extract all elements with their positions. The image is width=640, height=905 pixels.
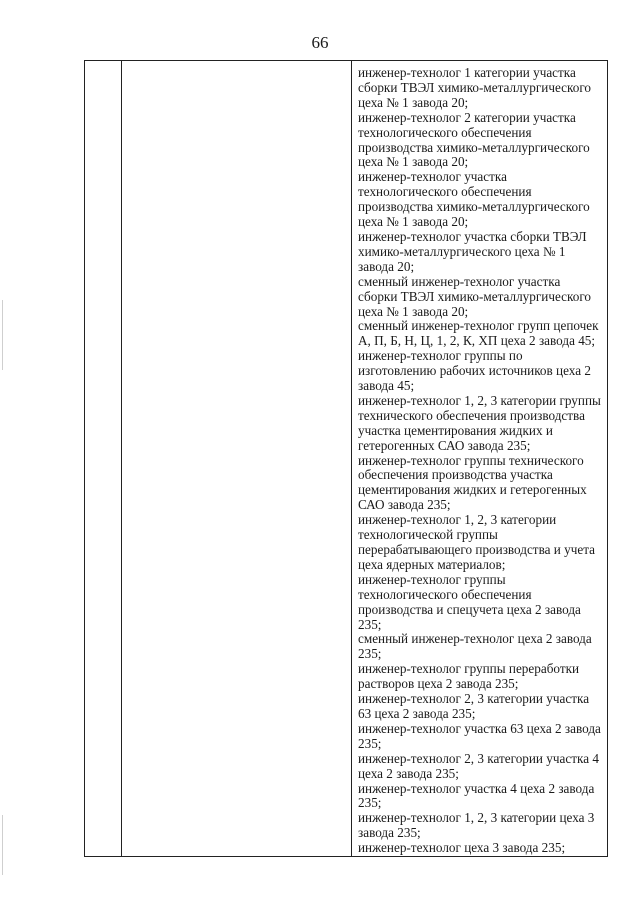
document-table xyxy=(84,60,608,857)
list-item: инженер-технолог участка сборки ТВЭЛ химико-металлургического цеха № 1 завода 20; xyxy=(358,228,587,274)
list-item: инженер-технолог 2, 3 категории участка 63 цеха 2 завода 235; xyxy=(358,691,590,721)
list-item: инженер-технолог 1, 2, 3 категории группы технического обеспечения производства участка цементирования жидких и гетерогенных САО завода 235; xyxy=(358,392,601,453)
list-item: инженер-технолог участка 63 цеха 2 завода 235; xyxy=(358,720,601,751)
list-item: инженер-технолог 1, 2, 3 категории цеха 3 завода 235; xyxy=(358,810,595,841)
list-item: инженер-технолог группы по изготовлению рабочих источников цеха 2 завода 45; xyxy=(358,348,591,394)
scan-edge-mark xyxy=(2,815,3,875)
list-item: инженер-технолог 2, 3 категории участка 4 цеха 2 завода 235; xyxy=(358,750,599,781)
list-item: инженер-технолог участка технологического обеспечения производства химико-металлургического цеха № 1 завода 20; xyxy=(358,169,590,230)
list-item: инженер-технолог участка 4 цеха 2 завода 235; xyxy=(358,780,595,811)
list-item: инженер-технолог группы переработки растворов цеха 2 завода 235; xyxy=(358,661,580,692)
cell-number xyxy=(85,61,122,857)
cell-positions xyxy=(352,61,608,857)
list-item: инженер-технолог 1, 2, 3 категории технологической группы перерабатывающего производства и учета цеха ядерных материалов; xyxy=(358,512,595,572)
list-item: инженер-технолог группы технического обеспечения производства участка цементирования жидких и гетерогенных САО завода 235; xyxy=(358,452,587,513)
list-item: инженер-технолог группы технологического обеспечения производства и спецучета цеха 2 завода 235; xyxy=(358,571,581,632)
position-list xyxy=(352,61,607,856)
list-item: инженер-технолог 2 категории участка технологического обеспечения производства химико-металлургического цеха № 1 завода 20; xyxy=(358,109,590,170)
table-row xyxy=(85,61,608,857)
list-item: инженер-технолог 1 категории участка сборки ТВЭЛ химико-металлургического цеха № 1 завода 20; xyxy=(358,65,591,110)
cell-name xyxy=(122,61,352,857)
list-item: инженер-технолог цеха 3 завода 235; xyxy=(358,840,566,856)
list-item: сменный инженер-технолог групп цепочек А, П, Б, Н, Ц, 1, 2, К, ХП цеха 2 завода 45; xyxy=(358,318,599,349)
page-number: 66 xyxy=(311,33,329,52)
scan-edge-mark xyxy=(2,300,3,370)
list-item: сменный инженер-технолог цеха 2 завода 235; xyxy=(358,631,592,662)
list-item: сменный инженер-технолог участка сборки ТВЭЛ химико-металлургического цеха № 1 завода 20; xyxy=(358,273,591,319)
